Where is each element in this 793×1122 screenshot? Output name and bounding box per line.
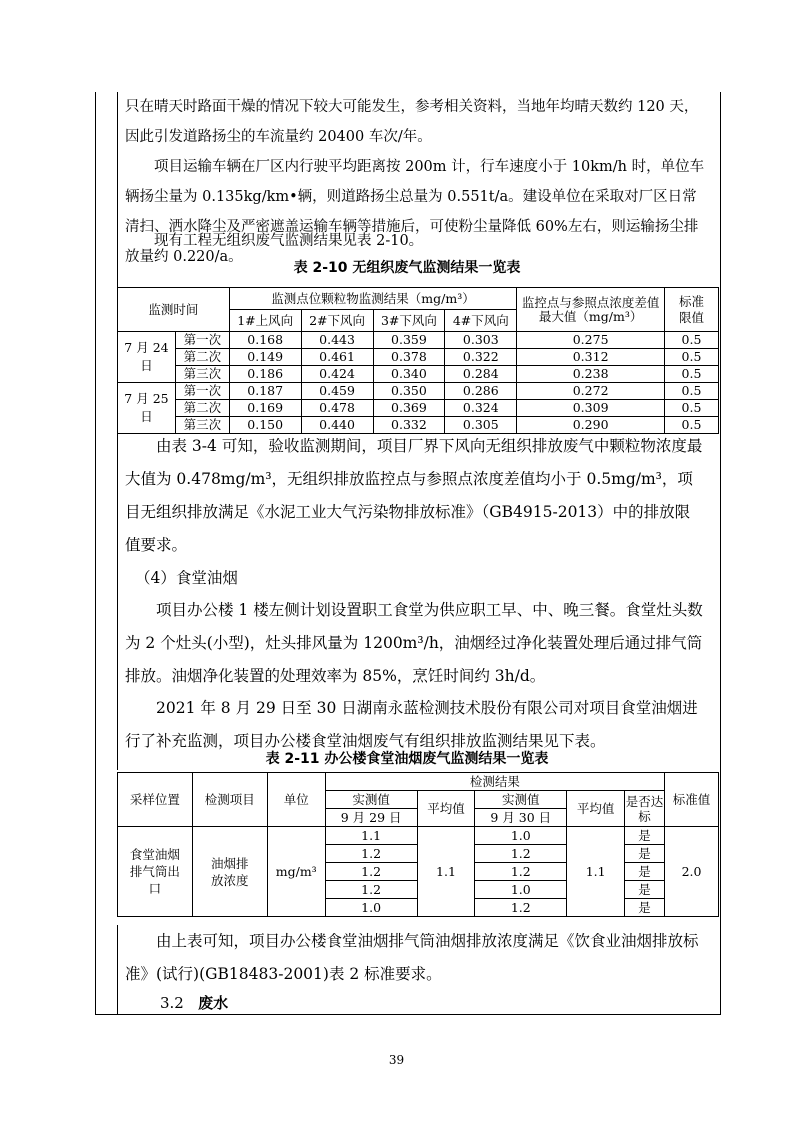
heading-canteen-fumes: （4）食堂油烟 bbox=[135, 569, 238, 587]
header-test-result: 检测结果 bbox=[325, 773, 664, 791]
compliant-cell: 是 bbox=[625, 863, 665, 881]
measured-cell: 1.2 bbox=[475, 899, 567, 917]
diff-cell: 0.238 bbox=[517, 366, 665, 383]
value-cell: 0.303 bbox=[445, 332, 517, 349]
limit-cell: 0.5 bbox=[665, 366, 719, 383]
header-measured: 实测值 bbox=[325, 791, 417, 809]
left-column-rule bbox=[117, 430, 118, 770]
paragraph-canteen-setup: 项目办公楼 1 楼左侧计划设置职工食堂为供应职工早、中、晚三餐。食堂灶头数为 2 个灶头(小型)，灶头排风量为 1200m³/h，油烟经过净化装置处理后通过排气筒排放。油烟净化装置的处理效率为 85%，烹饪时间约 3h/d。 bbox=[125, 601, 703, 685]
value-cell: 0.350 bbox=[373, 383, 445, 400]
value-cell: 0.150 bbox=[229, 417, 301, 434]
run-label: 第二次 bbox=[175, 400, 229, 417]
average-cell: 1.1 bbox=[417, 827, 475, 917]
header-compliant: 是否达标 bbox=[625, 791, 665, 827]
header-average: 平均值 bbox=[567, 791, 625, 827]
header-date: 9 月 29 日 bbox=[325, 809, 417, 827]
unit-cell: mg/m³ bbox=[267, 827, 325, 917]
measured-cell: 1.2 bbox=[325, 845, 417, 863]
diff-cell: 0.309 bbox=[517, 400, 665, 417]
paragraph-table2-conclusion: 由上表可知，项目办公楼食堂油烟排气筒油烟排放浓度满足《饮食业油烟排放标准》(试行)(GB18483-2001)表 2 标准要求。 bbox=[125, 932, 699, 983]
value-cell: 0.168 bbox=[229, 332, 301, 349]
limit-cell: 0.5 bbox=[665, 332, 719, 349]
page-number: 39 bbox=[388, 1053, 405, 1067]
diff-cell: 0.272 bbox=[517, 383, 665, 400]
compliant-cell: 是 bbox=[625, 827, 665, 845]
diff-cell: 0.275 bbox=[517, 332, 665, 349]
header-measured: 实测值 bbox=[475, 791, 567, 809]
measured-cell: 1.1 bbox=[325, 827, 417, 845]
header-max-diff: 监控点与参照点浓度差值最大值（mg/m³） bbox=[517, 288, 665, 332]
value-cell: 0.359 bbox=[373, 332, 445, 349]
measured-cell: 1.2 bbox=[325, 881, 417, 899]
header-test-item: 检测项目 bbox=[192, 773, 267, 827]
limit-cell: 0.5 bbox=[665, 400, 719, 417]
measured-cell: 1.0 bbox=[475, 881, 567, 899]
header-unit: 单位 bbox=[267, 773, 325, 827]
value-cell: 0.459 bbox=[301, 383, 373, 400]
paragraph-table1-conclusion: 由表 3-4 可知，验收监测期间，项目厂界下风向无组织排放废气中颗粒物浓度最大值为 0.478mg/m³，无组织排放监控点与参照点浓度差值均小于 0.5mg/m³，项目无组织排放满足《水泥工业大气污染物排放标准》（GB4915-2013）中的排放限值要求。 bbox=[125, 437, 703, 554]
header-standard-limit: 标准限值 bbox=[665, 288, 719, 332]
value-cell: 0.187 bbox=[229, 383, 301, 400]
limit-cell: 0.5 bbox=[665, 383, 719, 400]
value-cell: 0.169 bbox=[229, 400, 301, 417]
fugitive-gas-table bbox=[117, 287, 719, 434]
header-col: 2#下风向 bbox=[301, 310, 373, 332]
measured-cell: 1.0 bbox=[475, 827, 567, 845]
run-label: 第二次 bbox=[175, 349, 229, 366]
date-cell: 7 月 25 日 bbox=[118, 383, 176, 434]
compliant-cell: 是 bbox=[625, 899, 665, 917]
header-monitor-time: 监测时间 bbox=[118, 288, 230, 332]
value-cell: 0.332 bbox=[373, 417, 445, 434]
value-cell: 0.322 bbox=[445, 349, 517, 366]
date-cell: 7 月 24 日 bbox=[118, 332, 176, 383]
value-cell: 0.440 bbox=[301, 417, 373, 434]
table1-caption: 表 2-10 无组织废气监测结果一览表 bbox=[293, 260, 521, 276]
sample-location-cell: 食堂油烟排气筒出口 bbox=[118, 827, 193, 917]
value-cell: 0.324 bbox=[445, 400, 517, 417]
left-column-rule bbox=[117, 925, 118, 1014]
compliant-cell: 是 bbox=[625, 845, 665, 863]
section-title: 废水 bbox=[198, 994, 229, 1012]
value-cell: 0.149 bbox=[229, 349, 301, 366]
run-label: 第一次 bbox=[175, 383, 229, 400]
value-cell: 0.369 bbox=[373, 400, 445, 417]
paragraph-transport-dust: 项目运输车辆在厂区内行驶平均距离按 200m 计，行车速度小于 10km/h 时，单位车辆扬尘量为 0.135kg/km•辆，则道路扬尘总量为 0.551t/a。建设单位在采取对厂区日常清扫、洒水降尘及严密遮盖运输车辆等措施后，可使粉尘量降低 60%左右，则运输扬尘排放量约 0.220/a。 bbox=[125, 159, 705, 265]
average-cell: 1.1 bbox=[567, 827, 625, 917]
section-number: 3.2 bbox=[160, 994, 184, 1012]
paragraph-table-ref: 现有工程无组织废气监测结果见表 2-10。 bbox=[154, 233, 424, 249]
header-sample-location: 采样位置 bbox=[118, 773, 193, 827]
test-item-cell: 油烟排放浓度 bbox=[192, 827, 267, 917]
run-label: 第一次 bbox=[175, 332, 229, 349]
measured-cell: 1.0 bbox=[325, 899, 417, 917]
table2-caption: 表 2-11 办公楼食堂油烟废气监测结果一览表 bbox=[265, 751, 549, 767]
value-cell: 0.424 bbox=[301, 366, 373, 383]
diff-cell: 0.290 bbox=[517, 417, 665, 434]
header-standard: 标准值 bbox=[665, 773, 719, 827]
value-cell: 0.378 bbox=[373, 349, 445, 366]
value-cell: 0.478 bbox=[301, 400, 373, 417]
value-cell: 0.340 bbox=[373, 366, 445, 383]
section-heading bbox=[160, 992, 228, 1013]
compliant-cell: 是 bbox=[625, 881, 665, 899]
paragraph-canteen-monitoring: 2021 年 8 月 29 日至 30 日湖南永蓝检测技术股份有限公司对项目食堂油烟进行了补充监测，项目办公楼食堂油烟废气有组织排放监测结果见下表。 bbox=[125, 699, 698, 750]
standard-cell: 2.0 bbox=[665, 827, 719, 917]
run-label: 第三次 bbox=[175, 417, 229, 434]
limit-cell: 0.5 bbox=[665, 349, 719, 366]
value-cell: 0.443 bbox=[301, 332, 373, 349]
measured-cell: 1.2 bbox=[475, 863, 567, 881]
header-col: 3#下风向 bbox=[373, 310, 445, 332]
header-date: 9 月 30 日 bbox=[475, 809, 567, 827]
run-label: 第三次 bbox=[175, 366, 229, 383]
value-cell: 0.461 bbox=[301, 349, 373, 366]
value-cell: 0.186 bbox=[229, 366, 301, 383]
header-col: 4#下风向 bbox=[445, 310, 517, 332]
header-col: 1#上风向 bbox=[229, 310, 301, 332]
measured-cell: 1.2 bbox=[325, 863, 417, 881]
canteen-fume-table bbox=[117, 772, 719, 917]
value-cell: 0.284 bbox=[445, 366, 517, 383]
value-cell: 0.286 bbox=[445, 383, 517, 400]
header-average: 平均值 bbox=[417, 791, 475, 827]
diff-cell: 0.312 bbox=[517, 349, 665, 366]
measured-cell: 1.2 bbox=[475, 845, 567, 863]
paragraph-road-dust: 只在晴天时路面干燥的情况下较大可能发生，参考相关资料，当地年均晴天数约 120 天，因此引发道路扬尘的车流量约 20400 车次/年。 bbox=[125, 99, 699, 145]
header-particulate-group: 监测点位颗粒物监测结果（mg/m³） bbox=[229, 288, 517, 310]
limit-cell: 0.5 bbox=[665, 417, 719, 434]
value-cell: 0.305 bbox=[445, 417, 517, 434]
